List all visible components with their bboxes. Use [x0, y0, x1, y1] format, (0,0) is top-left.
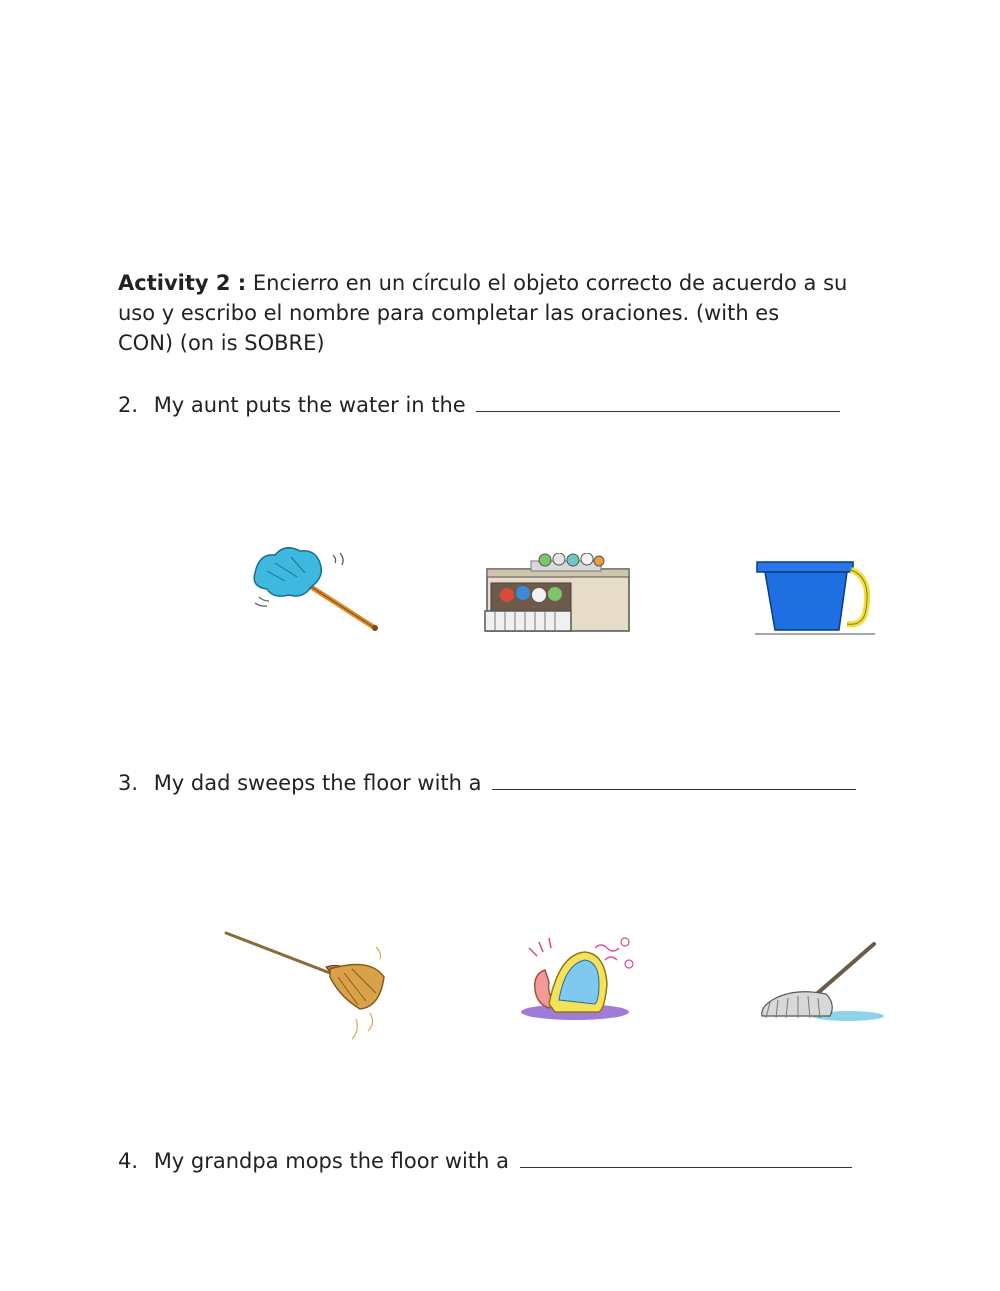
question-3	[118, 767, 856, 798]
dishwasher-icon[interactable]	[481, 553, 636, 639]
activity-instruction-line-3: CON) (on is SOBRE)	[118, 331, 325, 355]
broom-icon[interactable]	[220, 927, 390, 1049]
answer-blank-2[interactable]	[476, 389, 840, 412]
question-2	[118, 389, 840, 420]
question-number: 2.	[118, 393, 139, 417]
question-4	[118, 1145, 852, 1176]
question-number: 3.	[118, 771, 139, 795]
question-text: My aunt puts the water in the	[153, 393, 466, 417]
iron-icon[interactable]	[519, 934, 641, 1024]
question-text: My grandpa mops the floor with a	[153, 1149, 509, 1173]
bucket-icon[interactable]	[753, 558, 877, 638]
answer-blank-3[interactable]	[492, 767, 856, 790]
mop-icon[interactable]	[756, 938, 888, 1024]
activity-label: Activity 2 :	[118, 271, 247, 295]
feather-duster-icon[interactable]	[245, 543, 385, 635]
question-number: 4.	[118, 1149, 139, 1173]
answer-blank-4[interactable]	[520, 1145, 852, 1168]
activity-instruction-line-2: uso y escribo el nombre para completar las oraciones. (with es	[118, 301, 780, 325]
instruction-text-1: Encierro en un círculo el objeto correcto de acuerdo a su	[252, 271, 848, 295]
activity-instruction-line-1	[118, 268, 847, 298]
question-text: My dad sweeps the floor with a	[153, 771, 482, 795]
